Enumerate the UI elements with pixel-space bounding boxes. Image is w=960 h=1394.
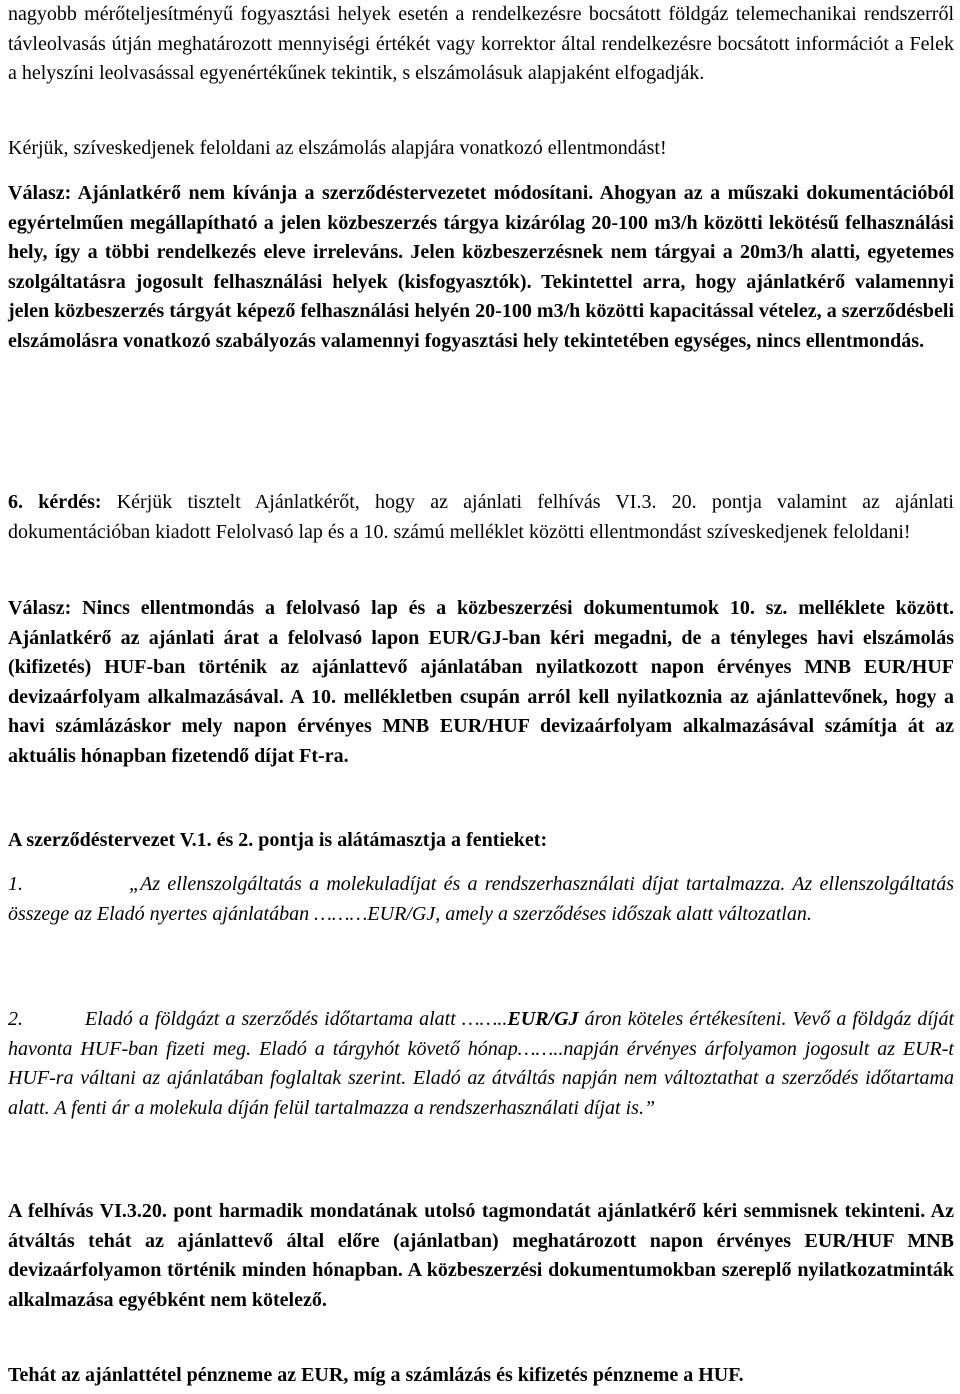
paragraph-invitation-note: A felhívás VI.3.20. pont harmadik mondatának utolsó tagmondatát ajánlatkérő kéri semmisnek tekinteni. Az átváltás tehát az ajánlattevő által előre (ajánlatban) meghatározott napon érvényes EUR/HUF MNB devizaárfolyamon történik minden hónapban. A közbeszerzési dokumentumokban szereplő nyilatkozatminták alkalmazása egyébként nem kötelező. [8, 1200, 954, 1311]
question-6-text: Kérjük tisztelt Ajánlatkérőt, hogy az ajánlati felhívás VI.3. 20. pontja valamint az ajánlati dokumentációban kiadott Felolvasó lap és a 10. számú melléklet közötti ellentmondást szíveskedjenek feloldani! [8, 491, 954, 543]
answer-6: Válasz: Nincs ellentmondás a felolvasó lap és a közbeszerzési dokumentumok 10. sz. melléklete között. Ajánlatkérő az ajánlati árat a felolvasó lapon EUR/GJ-ban kéri megadni, de a tényleges havi elszámolás (kifizetés) HUF-ban történik az ajánlattevő ajánlatában nyilatkozott napon érvényes MNB EUR/HUF devizaárfolyam alkalmazásával. A 10. mellékletben csupán arról kell nyilatkoznia az ajánlattevőnek, hogy a havi számlázáskor mely napon érvényes MNB EUR/HUF devizaárfolyam alkalmazásával számítja át az aktuális hónapban fizetendő díjat Ft-ra. [8, 597, 954, 767]
contract-item-2-text-after: áron köteles értékesíteni. Vevő a földgáz díját havonta HUF-ban fizeti meg. Eladó a tárgyhót követő hónap……..napján érvényes árfolyamon jogosult az EUR-t HUF-ra váltani az ajánlatában foglaltak szerint. Eladó az átváltás napján nem változtathat a szerződés időtartama alatt. A fenti ár a molekula díján felül tartalmazza a rendszerhasználati díjat is.” [8, 1008, 954, 1119]
contract-item-2 [8, 1005, 954, 1123]
contract-item-1 [8, 870, 954, 929]
paragraph-request-resolve: Kérjük, szíveskedjenek feloldani az elszámolás alapjára vonatkozó ellentmondást! [8, 137, 667, 159]
paragraph-meter-reading: nagyobb mérőteljesítményű fogyasztási helyek esetén a rendelkezésre bocsátott földgáz telemechanikai rendszerről távleolvasás útján meghatározott mennyiségi értékét vagy korrektor által rendelkezésre bocsátott információt a Felek a helyszíni leolvasással egyenértékűnek tekintik, s elszámolásuk alapjaként elfogadják. [8, 3, 954, 85]
contract-item-2-unit: EUR/GJ [507, 1008, 579, 1030]
answer-5-lead: Válasz: Ajánlatkérő nem kívánja a szerződéstervezetet módosítani. [8, 182, 594, 204]
section-heading: A szerződéstervezet V.1. és 2. pontja is alátámasztja a fentieket: [8, 829, 548, 851]
question-6 [8, 488, 954, 547]
answer-5 [8, 179, 954, 357]
contract-item-1-number: 1. [8, 873, 23, 895]
contract-item-2-text-before: Eladó a földgázt a szerződés időtartama alatt …….. [85, 1008, 508, 1030]
contract-item-2-number: 2. [8, 1008, 23, 1030]
paragraph-currency-conclusion: Tehát az ajánlattétel pénzneme az EUR, míg a számlázás és kifizetés pénzneme a HUF. [8, 1364, 744, 1386]
contract-item-1-text: „Az ellenszolgáltatás a molekuladíjat és a rendszerhasználati díjat tartalmazza. Az ellenszolgáltatás összege az Eladó nyertes ajánlatában ………EUR/GJ, amely a szerződéses időszak alatt változatlan. [8, 873, 954, 925]
answer-5-body: Ahogyan az a műszaki dokumentációból egyértelműen megállapítható a jelen közbeszerzés tárgya kizárólag 20-100 m3/h közötti lekötésű felhasználási hely, így a többi rendelkezés eleve irreleváns. Jelen közbeszerzésnek nem tárgyai a 20m3/h alatti, egyetemes szolgáltatásra jogosult felhasználási helyek (kisfogyasztók). Tekintettel arra, hogy ajánlatkérő valamennyi jelen közbeszerzés tárgyát képező felhasználási helyén 20-100 m3/h közötti kapacitással vételez, a szerződésbeli elszámolásra vonatkozó szabályozás valamennyi fogyasztási hely tekintetében egységes, nincs ellentmondás. [8, 182, 954, 352]
question-6-label: 6. kérdés: [8, 491, 102, 513]
